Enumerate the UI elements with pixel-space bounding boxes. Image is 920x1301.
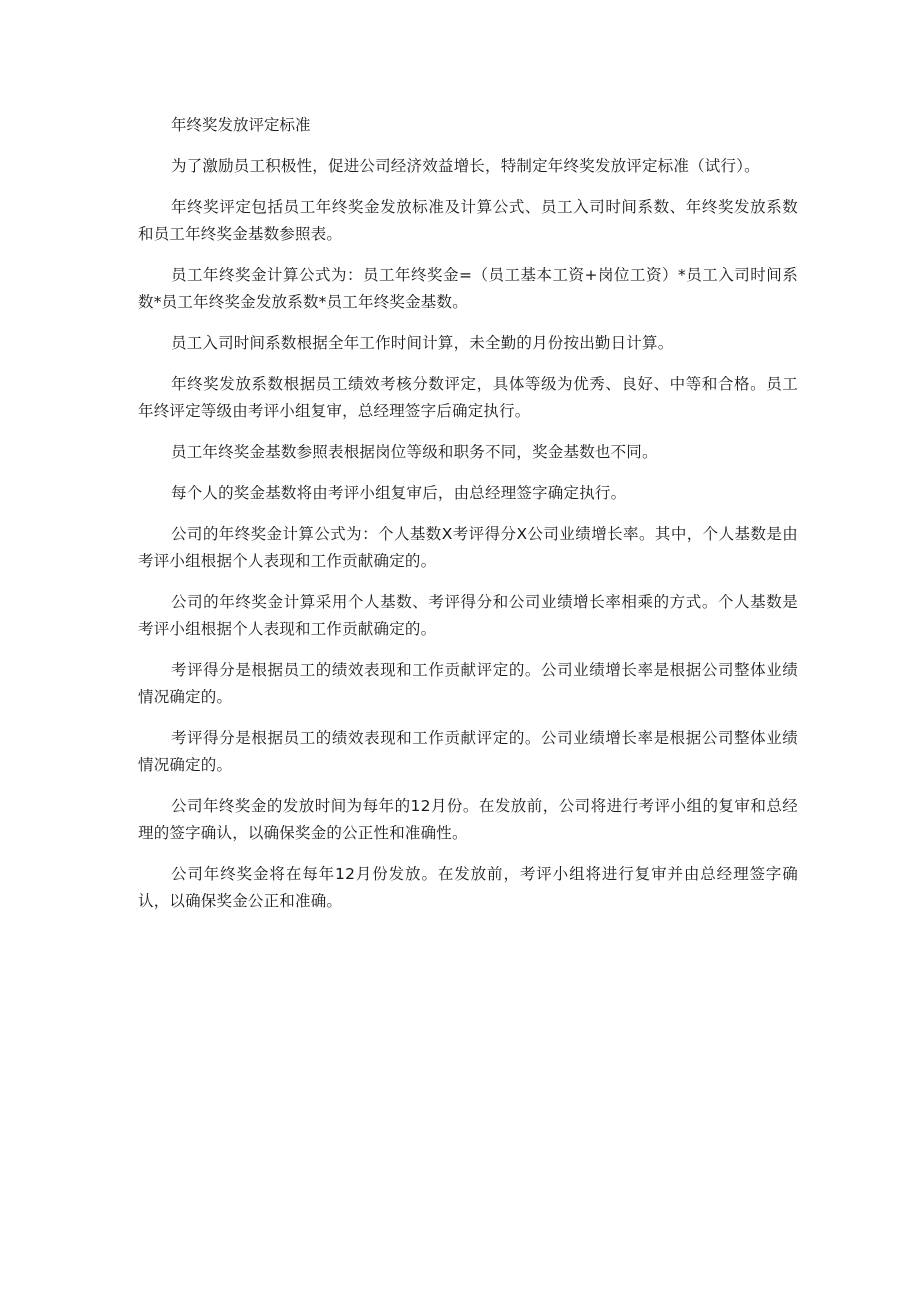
paragraph-2: 年终奖评定包括员工年终奖金发放标准及计算公式、员工入司时间系数、年终奖发放系数和员工年终奖金基数参照表。	[138, 198, 798, 243]
paragraph-6: 员工年终奖金基数参照表根据岗位等级和职务不同，奖金基数也不同。	[171, 443, 658, 461]
paragraph-12: 公司年终奖金的发放时间为每年的12月份。在发放前，公司将进行考评小组的复审和总经理的签字确认，以确保奖金的公正性和准确性。	[138, 797, 798, 842]
paragraph-13: 公司年终奖金将在每年12月份发放。在发放前，考评小组将进行复审并由总经理签字确认，以确保奖金公正和准确。	[138, 865, 798, 910]
paragraph-11: 考评得分是根据员工的绩效表现和工作贡献评定的。公司业绩增长率是根据公司整体业绩情况确定的。	[138, 729, 798, 774]
paragraph-8: 公司的年终奖金计算公式为：个人基数X考评得分X公司业绩增长率。其中，个人基数是由考评小组根据个人表现和工作贡献确定的。	[138, 525, 798, 570]
paragraph-10: 考评得分是根据员工的绩效表现和工作贡献评定的。公司业绩增长率是根据公司整体业绩情况确定的。	[138, 661, 798, 706]
paragraph-4: 员工入司时间系数根据全年工作时间计算，未全勤的月份按出勤日计算。	[171, 334, 674, 352]
paragraph-1: 为了激励员工积极性，促进公司经济效益增长，特制定年终奖发放评定标准（试行）。	[171, 157, 760, 175]
paragraph-5: 年终奖发放系数根据员工绩效考核分数评定，具体等级为优秀、良好、中等和合格。员工年终评定等级由考评小组复审，总经理签字后确定执行。	[138, 375, 798, 420]
paragraph-9: 公司的年终奖金计算采用个人基数、考评得分和公司业绩增长率相乘的方式。个人基数是考评小组根据个人表现和工作贡献确定的。	[138, 593, 798, 638]
document-title: 年终奖发放评定标准	[171, 116, 311, 134]
document-body	[138, 112, 798, 929]
paragraph-7: 每个人的奖金基数将由考评小组复审后，由总经理签字确定执行。	[171, 484, 627, 502]
paragraph-3: 员工年终奖金计算公式为：员工年终奖金=（员工基本工资+岗位工资）*员工入司时间系数*员工年终奖金发放系数*员工年终奖金基数。	[138, 266, 798, 311]
